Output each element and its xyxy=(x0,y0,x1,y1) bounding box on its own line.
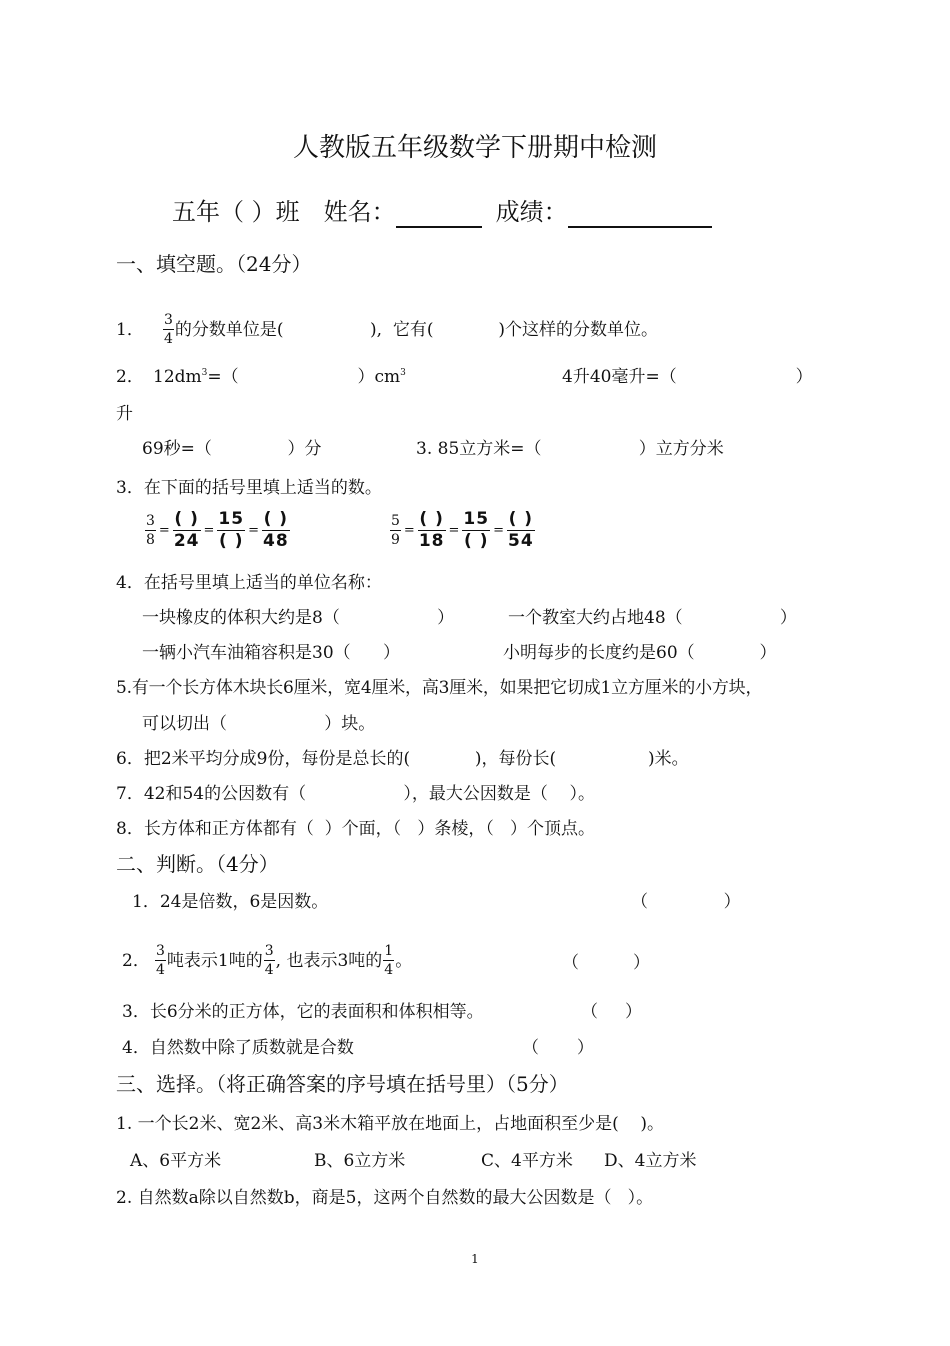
s2-question-4: 4．自然数中除了质数就是合数 xyxy=(122,1038,354,1058)
page-title: 人教版五年级数学下册期中检测 xyxy=(292,133,657,163)
question-number: 2． xyxy=(116,367,144,387)
question-text: =（ ）cm xyxy=(207,367,401,387)
name-label: 姓名： xyxy=(323,198,396,226)
s3-option-d: D、4立方米 xyxy=(604,1151,697,1171)
equation-2: $\frac{5}{9}$ = $\frac{( )}{18}$ = $\frac{15}{( )}$ = $\frac{( )}{54}$ xyxy=(391,509,534,551)
s1-question-5-line1: 5.有一个长方体木块长6厘米，宽4厘米，高3厘米，如果把它切成1立方厘米的小方块， xyxy=(116,678,763,698)
s2-question-2-paren: （ ） xyxy=(562,953,651,973)
s2-question-1: 1．24是倍数，6是因数。 xyxy=(132,892,329,912)
s1-question-5-line2: 可以切出（ ）块。 xyxy=(142,714,376,734)
question-text: , 也表示3吨的 xyxy=(275,950,383,971)
student-info-line xyxy=(172,196,712,228)
s1-question-2-part-d: 3. 85立方米=（ ）立方分米 xyxy=(416,439,724,459)
fraction: $\frac{3}{4}$ xyxy=(164,312,173,347)
s3-option-c: C、4平方米 xyxy=(481,1151,573,1171)
s2-question-3-paren: （ ） xyxy=(581,1002,643,1022)
superscript: 3 xyxy=(400,368,406,378)
page-number: 1 xyxy=(471,1252,479,1266)
s1-question-4-c: 一辆小汽车油箱容积是30（ ） xyxy=(142,643,401,663)
score-label: 成绩： xyxy=(495,198,568,226)
s1-question-2-unit: 升 xyxy=(116,404,133,424)
question-text: 吨表示1吨的 xyxy=(166,950,263,971)
question-text: 的分数单位是( ), 它有( )个这样的分数单位。 xyxy=(174,319,658,340)
superscript: 3 xyxy=(201,368,208,378)
s2-question-3: 3．长6分米的正方体，它的表面积和体积相等。 xyxy=(122,1002,484,1022)
question-number: 2． xyxy=(122,950,150,971)
s1-question-4-a: 一块橡皮的体积大约是8（ ） xyxy=(142,608,455,628)
question-text: 。 xyxy=(395,950,413,971)
s3-option-a: A、6平方米 xyxy=(130,1151,222,1171)
s1-question-4: 4．在括号里填上适当的单位名称： xyxy=(116,573,382,593)
equation-1: $\frac{3}{8}$ = $\frac{( )}{24}$ = $\frac{15}{( )}$ = $\frac{( )}{48}$ xyxy=(146,509,289,551)
s2-question-4-paren: （ ） xyxy=(522,1038,594,1058)
s1-question-2-line1 xyxy=(116,366,406,388)
class-label: 五年（ ）班 xyxy=(172,198,300,226)
s3-option-b: B、6立方米 xyxy=(314,1151,406,1171)
section-3-heading: 三、选择。（将正确答案的序号填在括号里）（5分） xyxy=(116,1072,569,1096)
s1-question-8: 8．长方体和正方体都有（ ）个面，（ ）条棱，（ ）个顶点。 xyxy=(116,819,596,839)
s1-question-4-d: 小明每步的长度约是60（ ） xyxy=(503,643,777,663)
s1-question-2-part-b: 4升40毫升=（ ） xyxy=(562,367,813,387)
s1-question-4-b: 一个教室大约占地48（ ） xyxy=(508,608,797,628)
volume-value: 12dm xyxy=(153,367,202,387)
s1-question-7: 7．42和54的公因数有（ ），最大公因数是（ ）。 xyxy=(116,784,595,804)
s1-question-1 xyxy=(116,313,658,346)
s1-question-6: 6．把2米平均分成9份，每份是总长的( )，每份长( )米。 xyxy=(116,749,689,769)
score-blank[interactable] xyxy=(568,202,712,228)
s2-question-2: 2． $\frac{3}{4}$ 吨表示1吨的 $\frac{3}{4}$ , 也表示3吨的 $\frac{1}{4}$ 。 xyxy=(122,943,413,978)
name-blank[interactable] xyxy=(396,202,482,228)
s3-question-2: 2. 自然数a除以自然数b，商是5，这两个自然数的最大公因数是（ ）。 xyxy=(116,1188,654,1208)
question-number: 1． xyxy=(116,319,144,340)
s2-question-1-paren: （ ） xyxy=(631,892,741,912)
s3-question-1: 1. 一个长2米、宽2米、高3米木箱平放在地面上，占地面积至少是( )。 xyxy=(116,1114,664,1134)
s1-question-2-part-c: 69秒=（ ）分 xyxy=(142,439,322,459)
section-2-heading: 二、判断。（4分） xyxy=(116,852,279,876)
s1-question-3: 3．在下面的括号里填上适当的数。 xyxy=(116,478,382,498)
section-1-heading: 一、填空题。（24分） xyxy=(116,252,312,276)
